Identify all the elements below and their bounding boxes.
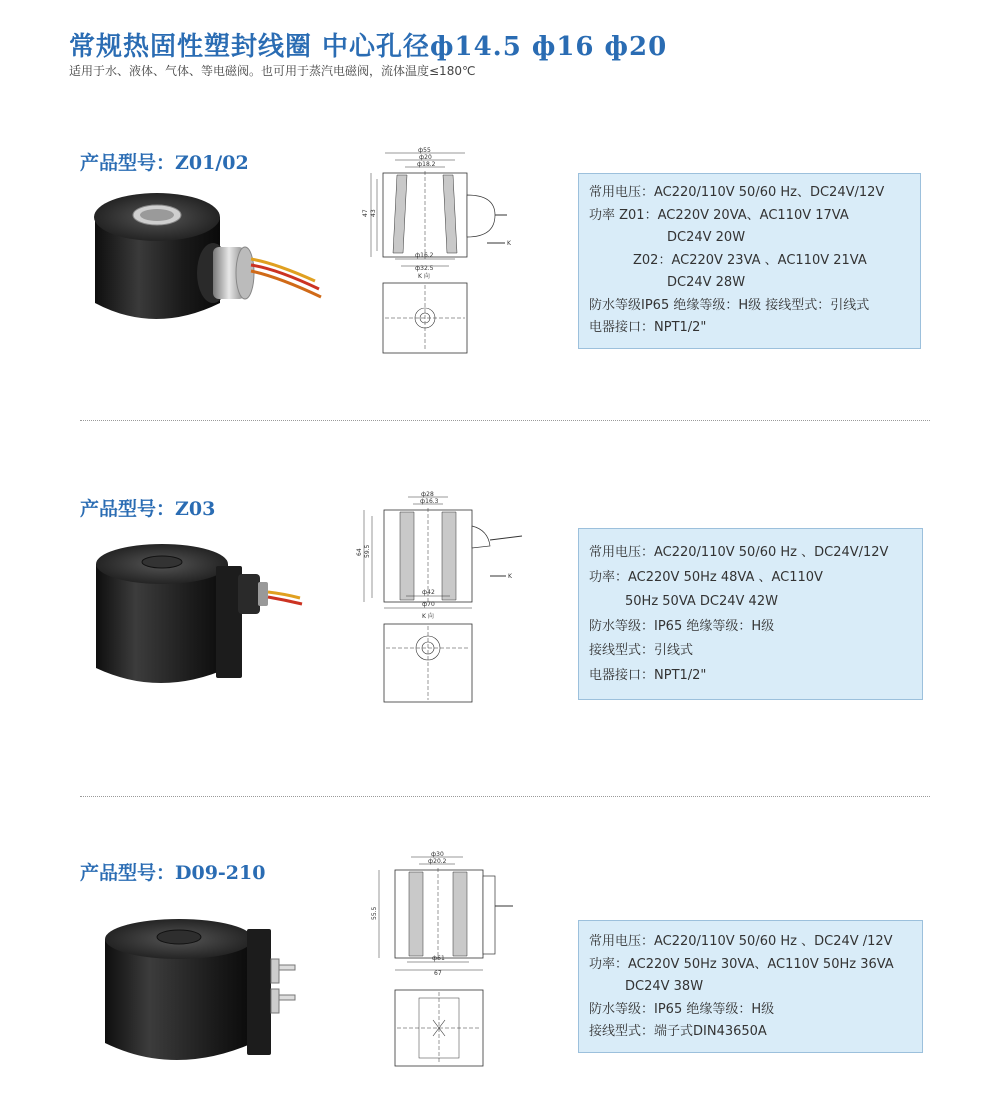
dimension-drawing-z03 — [350, 490, 530, 705]
dim-label: ф55 — [418, 147, 431, 154]
dim-label: 64 — [356, 548, 363, 556]
spec-line: 电器接口：NPT1/2" — [589, 320, 707, 335]
spec-line: 功率：AC220V 50Hz 30VA、AC110V 50Hz 36VA — [589, 956, 894, 972]
coil-photo-z03 — [90, 540, 320, 700]
dim-label: ф61 — [432, 955, 445, 962]
dim-label: 43 — [370, 209, 377, 217]
dim-label: ф70 — [422, 601, 435, 608]
dim-label: ф20 — [419, 154, 432, 161]
dim-label: ф28 — [421, 491, 434, 498]
spec-line: 电器接口：NPT1/2" — [589, 667, 707, 683]
product-model-label: 产品型号：Z03 — [80, 498, 216, 520]
dim-label: K 向 — [418, 273, 430, 280]
spec-panel — [578, 920, 923, 1053]
dim-label: ф16.2 — [415, 252, 434, 259]
coil-photo-d09 — [95, 915, 325, 1080]
spec-line: 功率：AC220V 50Hz 48VA 、AC110V — [589, 569, 823, 585]
spec-panel — [578, 528, 923, 700]
dim-label: ф20.2 — [428, 858, 447, 865]
dim-label: 47 — [362, 209, 369, 217]
spec-line: 常用电压：AC220/110V 50/60 Hz 、DC24V /12V — [589, 934, 893, 949]
spec-line: DC24V 38W — [625, 979, 704, 994]
product-model-label: 产品型号：Z01/02 — [80, 152, 249, 174]
spec-panel — [578, 173, 921, 349]
dim-label: K 向 — [422, 613, 434, 620]
dim-label: ф32.5 — [415, 265, 434, 272]
dim-label: ф42 — [422, 589, 435, 596]
page-subtitle: 适用于水、液体、气体、等电磁阀。也可用于蒸汽电磁阀，流体温度≤180℃ — [69, 64, 476, 78]
spec-line: 接线型式：引线式 — [589, 643, 694, 658]
spec-line: 常用电压：AC220/110V 50/60 Hz 、DC24V/12V — [589, 545, 889, 560]
coil-photo-z01 — [85, 185, 345, 345]
spec-line: DC24V 20W — [667, 230, 746, 245]
dimension-drawing-z01 — [345, 145, 525, 360]
section-divider — [80, 420, 930, 421]
spec-line: 常用电压：AC220/110V 50/60 Hz、DC24V/12V — [589, 185, 885, 200]
dim-label: 67 — [434, 970, 442, 977]
dim-label: K — [508, 573, 512, 580]
page-title: 常规热固性塑封线圈 中心孔径ф14.5 ф16 ф20 — [69, 32, 668, 62]
dimension-drawing-d09 — [355, 850, 535, 1070]
spec-line: 50Hz 50VA DC24V 42W — [625, 594, 778, 609]
dim-label: 55.5 — [371, 906, 378, 920]
dim-label: ф16.3 — [420, 498, 439, 505]
dim-label: ф18.2 — [417, 161, 436, 168]
dim-label: K — [507, 240, 511, 247]
spec-line: 功率 Z01：AC220V 20VA、AC110V 17VA — [589, 207, 849, 223]
dim-label: 59.5 — [364, 544, 371, 558]
spec-line: 接线型式：端子式DIN43650A — [589, 1024, 767, 1039]
spec-line: DC24V 28W — [667, 275, 746, 290]
spec-line: 防水等级IP65 绝缘等级：H级 接线型式：引线式 — [589, 297, 870, 313]
product-model-label: 产品型号：D09-210 — [80, 862, 266, 884]
dim-label: ф30 — [431, 851, 444, 858]
spec-line: Z02：AC220V 23VA 、AC110V 21VA — [633, 252, 867, 268]
section-divider — [80, 796, 930, 797]
spec-line: 防水等级：IP65 绝缘等级：H级 — [589, 1001, 775, 1017]
spec-line: 防水等级：IP65 绝缘等级：H级 — [589, 618, 775, 634]
